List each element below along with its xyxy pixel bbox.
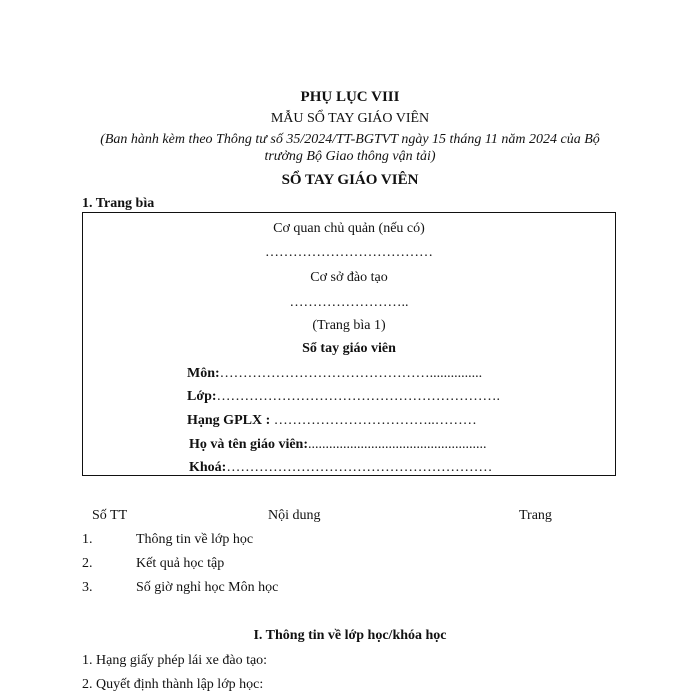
cover-page-box <box>82 212 616 476</box>
toc-header-no: Số TT <box>92 508 128 523</box>
cover-page-label: (Trang bìa 1) <box>312 318 386 333</box>
section-class-info-title: I. Thông tin về lớp học/khóa học <box>253 628 447 643</box>
field-label: Lớp: <box>187 389 217 404</box>
toc-row-number: 3. <box>82 580 93 595</box>
field-label: Khoá: <box>189 460 227 475</box>
cover-agency: Cơ quan chủ quản (nếu có) <box>273 221 425 236</box>
cover-book-title: Sổ tay giáo viên <box>302 341 396 356</box>
toc-row-content: Thông tin về lớp học <box>136 532 254 547</box>
class-info-item: 2. Quyết định thành lập lớp học: <box>82 677 264 692</box>
appendix-title: PHỤ LỤC VIII <box>300 89 400 105</box>
form-title: MẪU SỔ TAY GIÁO VIÊN <box>270 111 430 126</box>
decree-reference-line-1: (Ban hành kèm theo Thông tư số 35/2024/TT-BGTVT ngày 15 tháng 11 năm 2024 của Bộ <box>100 132 600 147</box>
cover-field-license-class <box>187 413 477 429</box>
cover-institution-dots: …………………….. <box>289 295 409 310</box>
cover-agency-dots: ……………………………… <box>265 245 433 260</box>
toc-header-content: Nội dung <box>268 508 321 523</box>
field-dots: ……………………………………………………. <box>216 389 501 404</box>
cover-field-course <box>189 460 492 476</box>
field-label: Môn: <box>187 366 220 381</box>
document-title: SỔ TAY GIÁO VIÊN <box>281 172 419 188</box>
toc-row-content: Kết quả học tập <box>136 556 225 571</box>
toc-row-content: Số giờ nghỉ học Môn học <box>136 580 279 595</box>
toc-row-number: 1. <box>82 532 93 547</box>
toc-header-page: Trang <box>519 508 552 523</box>
field-dots: ................................................... <box>308 437 487 452</box>
toc-row-number: 2. <box>82 556 93 571</box>
section-cover-title: 1. Trang bìa <box>82 196 155 211</box>
field-dots: ………………………………………............... <box>219 366 483 381</box>
cover-field-class <box>187 389 500 405</box>
class-info-item: 1. Hạng giấy phép lái xe đào tạo: <box>82 653 268 668</box>
field-dots: ……………………………..……… <box>273 413 477 428</box>
decree-reference-line-2: trưởng Bộ Giao thông vận tải) <box>264 149 436 164</box>
cover-institution: Cơ sở đào tạo <box>310 270 388 285</box>
field-label: Hạng GPLX : <box>187 413 274 428</box>
cover-field-teacher-name <box>189 437 487 453</box>
field-label: Họ và tên giáo viên: <box>189 437 308 452</box>
cover-field-subject <box>187 366 482 382</box>
field-dots: ………………………………………………… <box>226 460 493 475</box>
